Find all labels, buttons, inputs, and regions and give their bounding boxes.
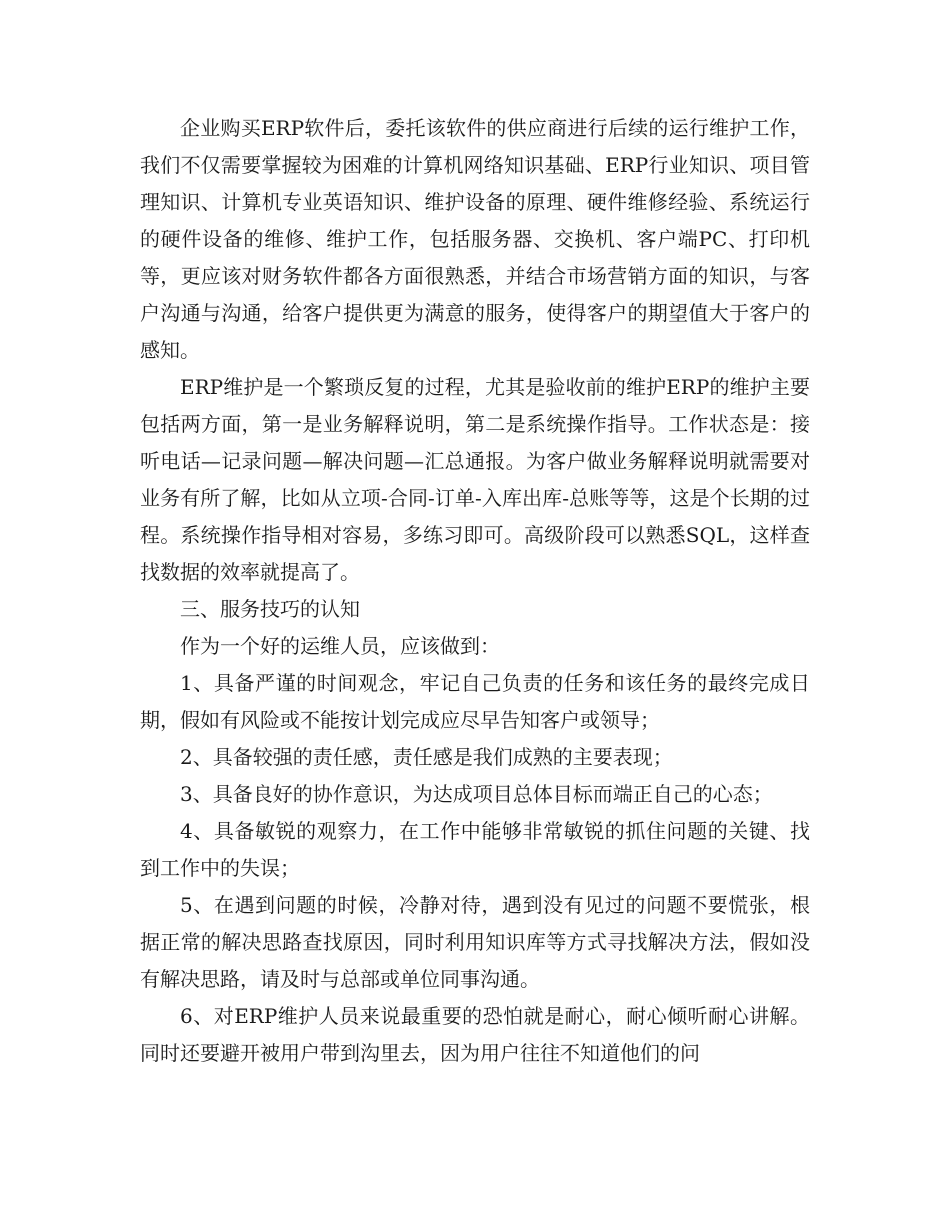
list-item-6: 6、对ERP维护人员来说最重要的恐怕就是耐心，耐心倾听耐心讲解。同时还要避开被用户带到沟里去，因为用户往往不知道他们的问	[140, 1004, 810, 1065]
list-item-5: 5、在遇到问题的时候，冷静对待，遇到没有见过的问题不要慌张，根据正常的解决思路查找原因，同时利用知识库等方式寻找解决方法，假如没有解决思路，请及时与总部或单位同事沟通。	[140, 893, 810, 991]
paragraph-erp-purchase: 企业购买ERP软件后，委托该软件的供应商进行后续的运行维护工作，我们不仅需要掌握较为困难的计算机网络知识基础、ERP行业知识、项目管理知识、计算机专业英语知识、维护设备的原理、硬件维修经验、系统运行的硬件设备的维修、维护工作，包括服务器、交换机、客户端PC、打印机等，更应该对财务软件都各方面很熟悉，并结合市场营销方面的知识，与客户沟通与沟通，给客户提供更为满意的服务，使得客户的期望值大于客户的感知。	[140, 116, 810, 362]
list-item-1: 1、具备严谨的时间观念，牢记自己负责的任务和该任务的最终完成日期，假如有风险或不能按计划完成应尽早告知客户或领导；	[140, 671, 810, 732]
document-body	[140, 110, 810, 1072]
section-heading: 三、服务技巧的认知	[180, 597, 360, 621]
list-item-4: 4、具备敏锐的观察力，在工作中能够非常敏锐的抓住问题的关键、找到工作中的失误；	[140, 819, 810, 880]
paragraph-intro: 作为一个好的运维人员，应该做到：	[180, 634, 500, 658]
list-item-2: 2、具备较强的责任感，责任感是我们成熟的主要表现；	[180, 745, 673, 769]
paragraph-erp-maintenance: ERP维护是一个繁琐反复的过程，尤其是验收前的维护ERP的维护主要包括两方面，第一是业务解释说明，第二是系统操作指导。工作状态是：接听电话—记录问题—解决问题—汇总通报。为客户做业务解释说明就需要对业务有所了解，比如从立项-合同-订单-入库出库-总账等等，这是个长期的过程。系统操作指导相对容易，多练习即可。高级阶段可以熟悉SQL，这样查找数据的效率就提高了。	[140, 375, 810, 584]
list-item-3: 3、具备良好的协作意识，为达成项目总体目标而端正自己的心态；	[180, 782, 773, 806]
